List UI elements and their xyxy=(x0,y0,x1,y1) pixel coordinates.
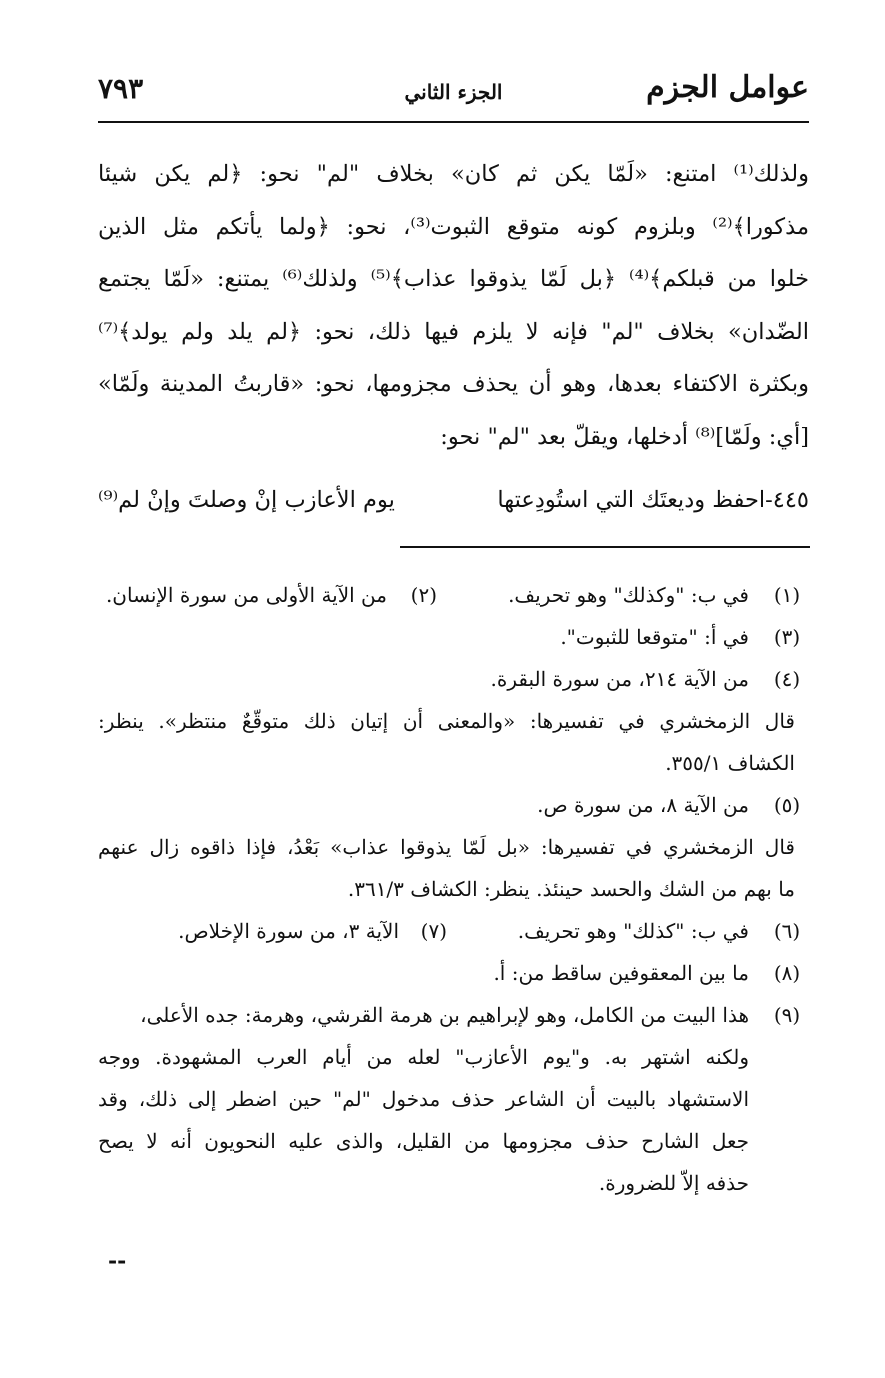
footnote-number: (٤) xyxy=(773,667,801,691)
footnote-6-7 xyxy=(98,910,809,952)
main-text xyxy=(98,148,809,463)
footnote-text: من الآية الأولى من سورة الإنسان. xyxy=(105,583,387,607)
footnotes xyxy=(98,574,809,1204)
footnote-text: الآية ٣، من سورة الإخلاص. xyxy=(178,919,399,943)
footnote-number: (٧) xyxy=(420,919,447,943)
footnote-number: (٣) xyxy=(773,625,801,649)
footnote-text: هذا البيت من الكامل، وهو لإبراهيم بن هرمة القرشي، وهرمة: جده الأعلى، xyxy=(140,1003,749,1027)
footnote-number: (٨) xyxy=(773,961,801,985)
footnote-continuation: قال الزمخشري في تفسيرها: «بل لَمّا يذوقوا عذاب» بَعْدُ، فإذا ذاقوه زال عنهم xyxy=(98,835,795,859)
footnote-4 xyxy=(98,658,809,700)
footnote-text: في ب: "كذلك" وهو تحريف. xyxy=(517,919,749,943)
footnote-text: من الآية ٢١٤، من سورة البقرة. xyxy=(490,667,749,691)
footnote-separator xyxy=(400,546,810,548)
footnote-number: (٢) xyxy=(410,583,437,607)
verse-first-hemistich: ٤٤٥-احفظ وديعتَك التي استُودِعتها xyxy=(497,487,809,513)
body-line: الضّدان» بخلاف "لم" فإنه لا يلزم فيها ذلك، نحو: ﴿لم يلد ولم يولد﴾⁽⁷⁾ xyxy=(98,318,809,345)
page-number: ٧٩٣ xyxy=(98,72,144,105)
footnote-text: من الآية ٨، من سورة ص. xyxy=(537,793,749,817)
footnote-text: في ب: "وكذلك" وهو تحريف. xyxy=(508,583,749,607)
footnote-continuation: ما بهم من الشك والحسد حينئذ. ينظر: الكشاف ٣٦١/٣. xyxy=(347,877,795,901)
footnote-1-2 xyxy=(98,574,809,616)
continuation-mark: -- xyxy=(108,1248,127,1274)
verse-second-hemistich: يوم الأعازب إنْ وصلتَ وإنْ لم⁽⁹⁾ xyxy=(98,487,395,513)
poetry-verse xyxy=(98,474,809,526)
body-line: مذكورا﴾⁽²⁾ وبلزوم كونه متوقع الثبوت⁽³⁾، نحو: ﴿ولما يأتكم مثل الذين xyxy=(98,213,809,240)
footnote-continuation: ولكنه اشتهر به. و"يوم الأعازب" لعله من أيام العرب المشهودة. ووجه xyxy=(98,1045,749,1069)
footnote-8 xyxy=(98,952,809,994)
footnote-number: (٦) xyxy=(773,919,801,943)
footnote-number: (٩) xyxy=(773,1003,801,1027)
body-line: خلوا من قبلكم﴾⁽⁴⁾ ﴿بل لَمّا يذوقوا عذاب﴾⁽⁵⁾ ولذلك⁽⁶⁾ يمتنع: «لَمّا يجتمع xyxy=(98,266,809,292)
footnote-continuation: قال الزمخشري في تفسيرها: «والمعنى أن إتيان ذلك متوقّعٌ منتظر». ينظر: xyxy=(98,709,795,733)
footnote-continuation: الاستشهاد بالبيت أن الشاعر حذف مدخول "لم" حين اضطر إلى ذلك، وقد xyxy=(98,1087,749,1111)
running-header xyxy=(98,68,809,118)
footnote-number: (١) xyxy=(773,583,801,607)
footnote-3 xyxy=(98,616,809,658)
footnote-continuation: جعل الشارح حذف مجزومها من القليل، والذى عليه النحويون أنه لا يصح xyxy=(98,1129,749,1153)
footnote-9 xyxy=(98,994,809,1036)
body-line: [أي: ولَمّا]⁽⁸⁾ أدخلها، ويقلّ بعد "لم" نحو: xyxy=(440,423,809,450)
footnote-5 xyxy=(98,784,809,826)
footnote-number: (٥) xyxy=(773,793,801,817)
body-line: ولذلك⁽¹⁾ امتنع: «لَمّا يكن ثم كان» بخلاف "لم" نحو: ﴿لم يكن شيئا xyxy=(98,161,809,187)
footnote-text: في أ: "متوقعا للثبوت". xyxy=(560,625,749,649)
footnote-text: ما بين المعقوفين ساقط من: أ. xyxy=(493,961,749,985)
header-rule xyxy=(98,121,809,123)
footnote-continuation: حذفه إلاّ للضرورة. xyxy=(598,1171,749,1195)
chapter-title: عوامل الجزم xyxy=(646,70,809,105)
footnote-continuation: الكشاف ٣٥٥/١. xyxy=(665,751,795,775)
volume-label: الجزء الثاني xyxy=(404,80,503,104)
body-line: وبكثرة الاكتفاء بعدها، وهو أن يحذف مجزومها، نحو: «قاربتُ المدينة ولَمّا» xyxy=(98,371,809,397)
